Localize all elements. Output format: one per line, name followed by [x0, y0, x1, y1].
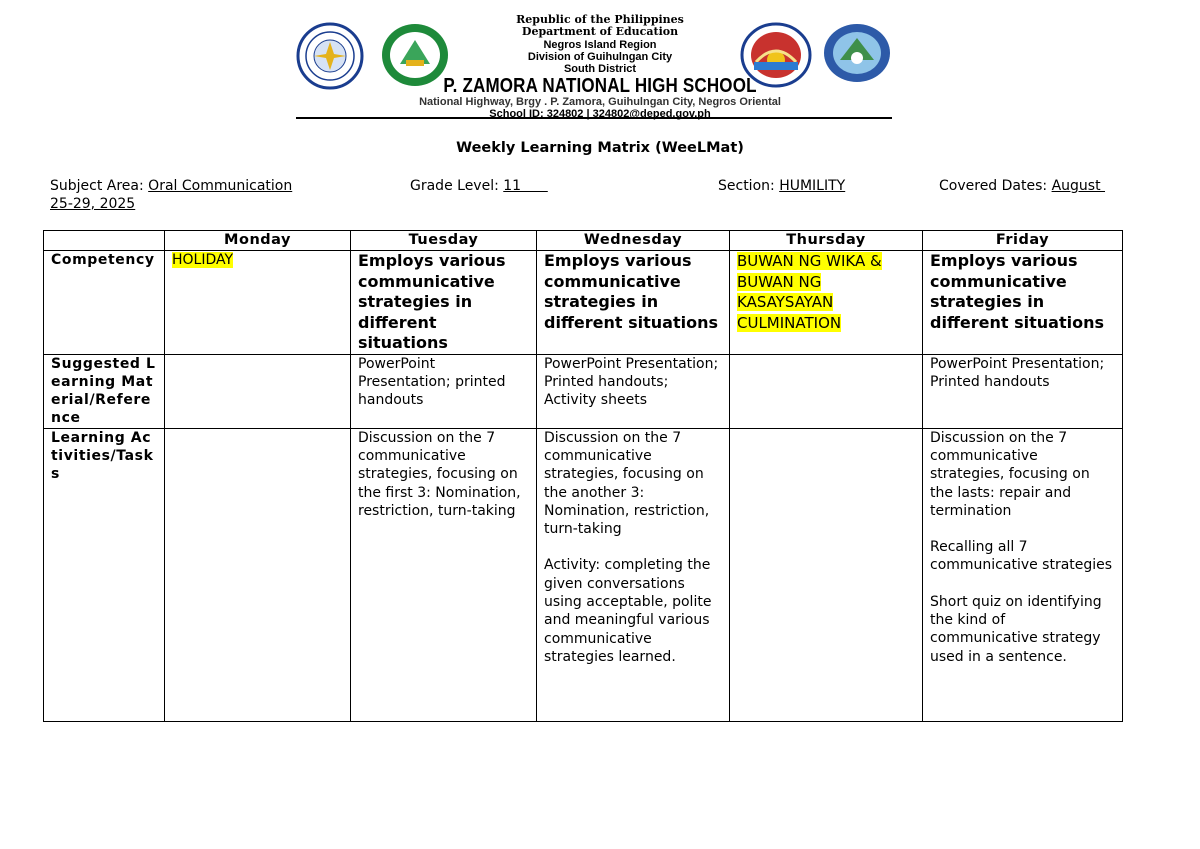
- table-row: [44, 428, 1123, 721]
- day-header-tuesday: Tuesday: [351, 231, 537, 251]
- activity-paragraph: Discussion on the 7 communicative strategies, focusing on the lasts: repair and termination: [930, 429, 1090, 519]
- division-line: Division of Guihulngan City: [527, 50, 673, 63]
- paragraph-gap: [930, 575, 1115, 593]
- cell-competency-monday: [165, 251, 351, 355]
- cell-activities-monday: [165, 428, 351, 721]
- covered-dates: [939, 177, 1105, 195]
- activity-paragraph: Short quiz on identifying the kind of communicative strategy used in a sentence.: [930, 593, 1102, 665]
- dates-label: Covered Dates:: [939, 178, 1052, 194]
- section: [718, 177, 845, 195]
- paragraph-gap: [544, 538, 722, 556]
- header-row: [44, 231, 1123, 251]
- day-header-friday: Friday: [923, 231, 1123, 251]
- district-line: South District: [563, 63, 637, 76]
- school-seal-icon: [822, 22, 892, 84]
- dates-value: August: [1051, 178, 1106, 194]
- activity-paragraph: Recalling all 7 communicative strategies: [930, 539, 1113, 574]
- cell-materials-friday: PowerPoint Presentation; Printed handouts: [923, 354, 1123, 428]
- activity-paragraph: Activity: completing the given conversations using acceptable, polite and meaningful various communicative strategies learned.: [544, 557, 712, 665]
- day-header-wednesday: Wednesday: [537, 231, 730, 251]
- school-address: National Highway, Brgy . P. Zamora, Guihulngan City, Negros Oriental: [419, 95, 781, 108]
- activity-paragraph: Discussion on the 7 communicative strategies, focusing on the another 3: Nomination, restriction, turn-taking: [544, 429, 710, 538]
- row-head-activities: Learning Activities/Tasks: [44, 428, 165, 721]
- cell-activities-tuesday: Discussion on the 7 communicative strategies, focusing on the first 3: Nomination, restriction, turn-taking: [351, 428, 537, 721]
- cell-competency-thursday: [730, 251, 923, 355]
- letterhead: [0, 0, 1200, 125]
- cell-competency-friday: Employs various communicative strategies in different situations: [923, 251, 1123, 355]
- letterhead-text: [380, 14, 820, 120]
- school-id: School ID: 324802 | 324802@deped.gov.ph: [489, 107, 711, 120]
- cell-activities-friday: [923, 428, 1123, 721]
- cell-materials-thursday: [730, 354, 923, 428]
- culmination-label: BUWAN NG WIKA & BUWAN NG KASAYSAYAN CULMINATION: [737, 252, 882, 332]
- corner-cell: [44, 231, 165, 251]
- school-name: P. ZAMORA NATIONAL HIGH SCHOOL: [443, 74, 757, 97]
- cell-materials-wednesday: PowerPoint Presentation; Printed handouts; Activity sheets: [537, 354, 730, 428]
- table-row: [44, 354, 1123, 428]
- subject-area: [50, 177, 292, 195]
- deped-seal-icon: [296, 22, 364, 90]
- letterhead-divider: [296, 117, 892, 119]
- region-line: Negros Island Region: [543, 38, 657, 51]
- cell-materials-tuesday: PowerPoint Presentation; printed handouts: [351, 354, 537, 428]
- section-label: Section:: [718, 178, 780, 194]
- cell-activities-wednesday: [537, 428, 730, 721]
- holiday-label: HOLIDAY: [172, 252, 234, 268]
- cell-activities-thursday: [730, 428, 923, 721]
- row-head-materials: Suggested Learning Material/Reference: [44, 354, 165, 428]
- weekly-matrix-table: [43, 230, 1123, 722]
- cell-competency-wednesday: Employs various communicative strategies in different situations: [537, 251, 730, 355]
- dates-value-continued: 25-29, 2025: [50, 196, 136, 212]
- cell-materials-monday: [165, 354, 351, 428]
- department-line: Department of Education: [521, 25, 679, 39]
- section-value: HUMILITY: [779, 178, 846, 194]
- paragraph-gap: [930, 520, 1115, 538]
- day-header-thursday: Thursday: [730, 231, 923, 251]
- row-head-competency: Competency: [44, 251, 165, 355]
- table-row: [44, 251, 1123, 355]
- grade-value: 11: [503, 178, 548, 194]
- grade-level: [410, 177, 548, 195]
- day-header-monday: Monday: [165, 231, 351, 251]
- grade-label: Grade Level:: [410, 178, 504, 194]
- republic-line: Republic of the Philippines: [516, 13, 684, 26]
- cell-competency-tuesday: Employs various communicative strategies in different situations: [351, 251, 537, 355]
- document-title: Weekly Learning Matrix (WeeLMat): [456, 140, 744, 156]
- subject-value: Oral Communication: [148, 178, 293, 194]
- subject-label: Subject Area:: [50, 178, 149, 194]
